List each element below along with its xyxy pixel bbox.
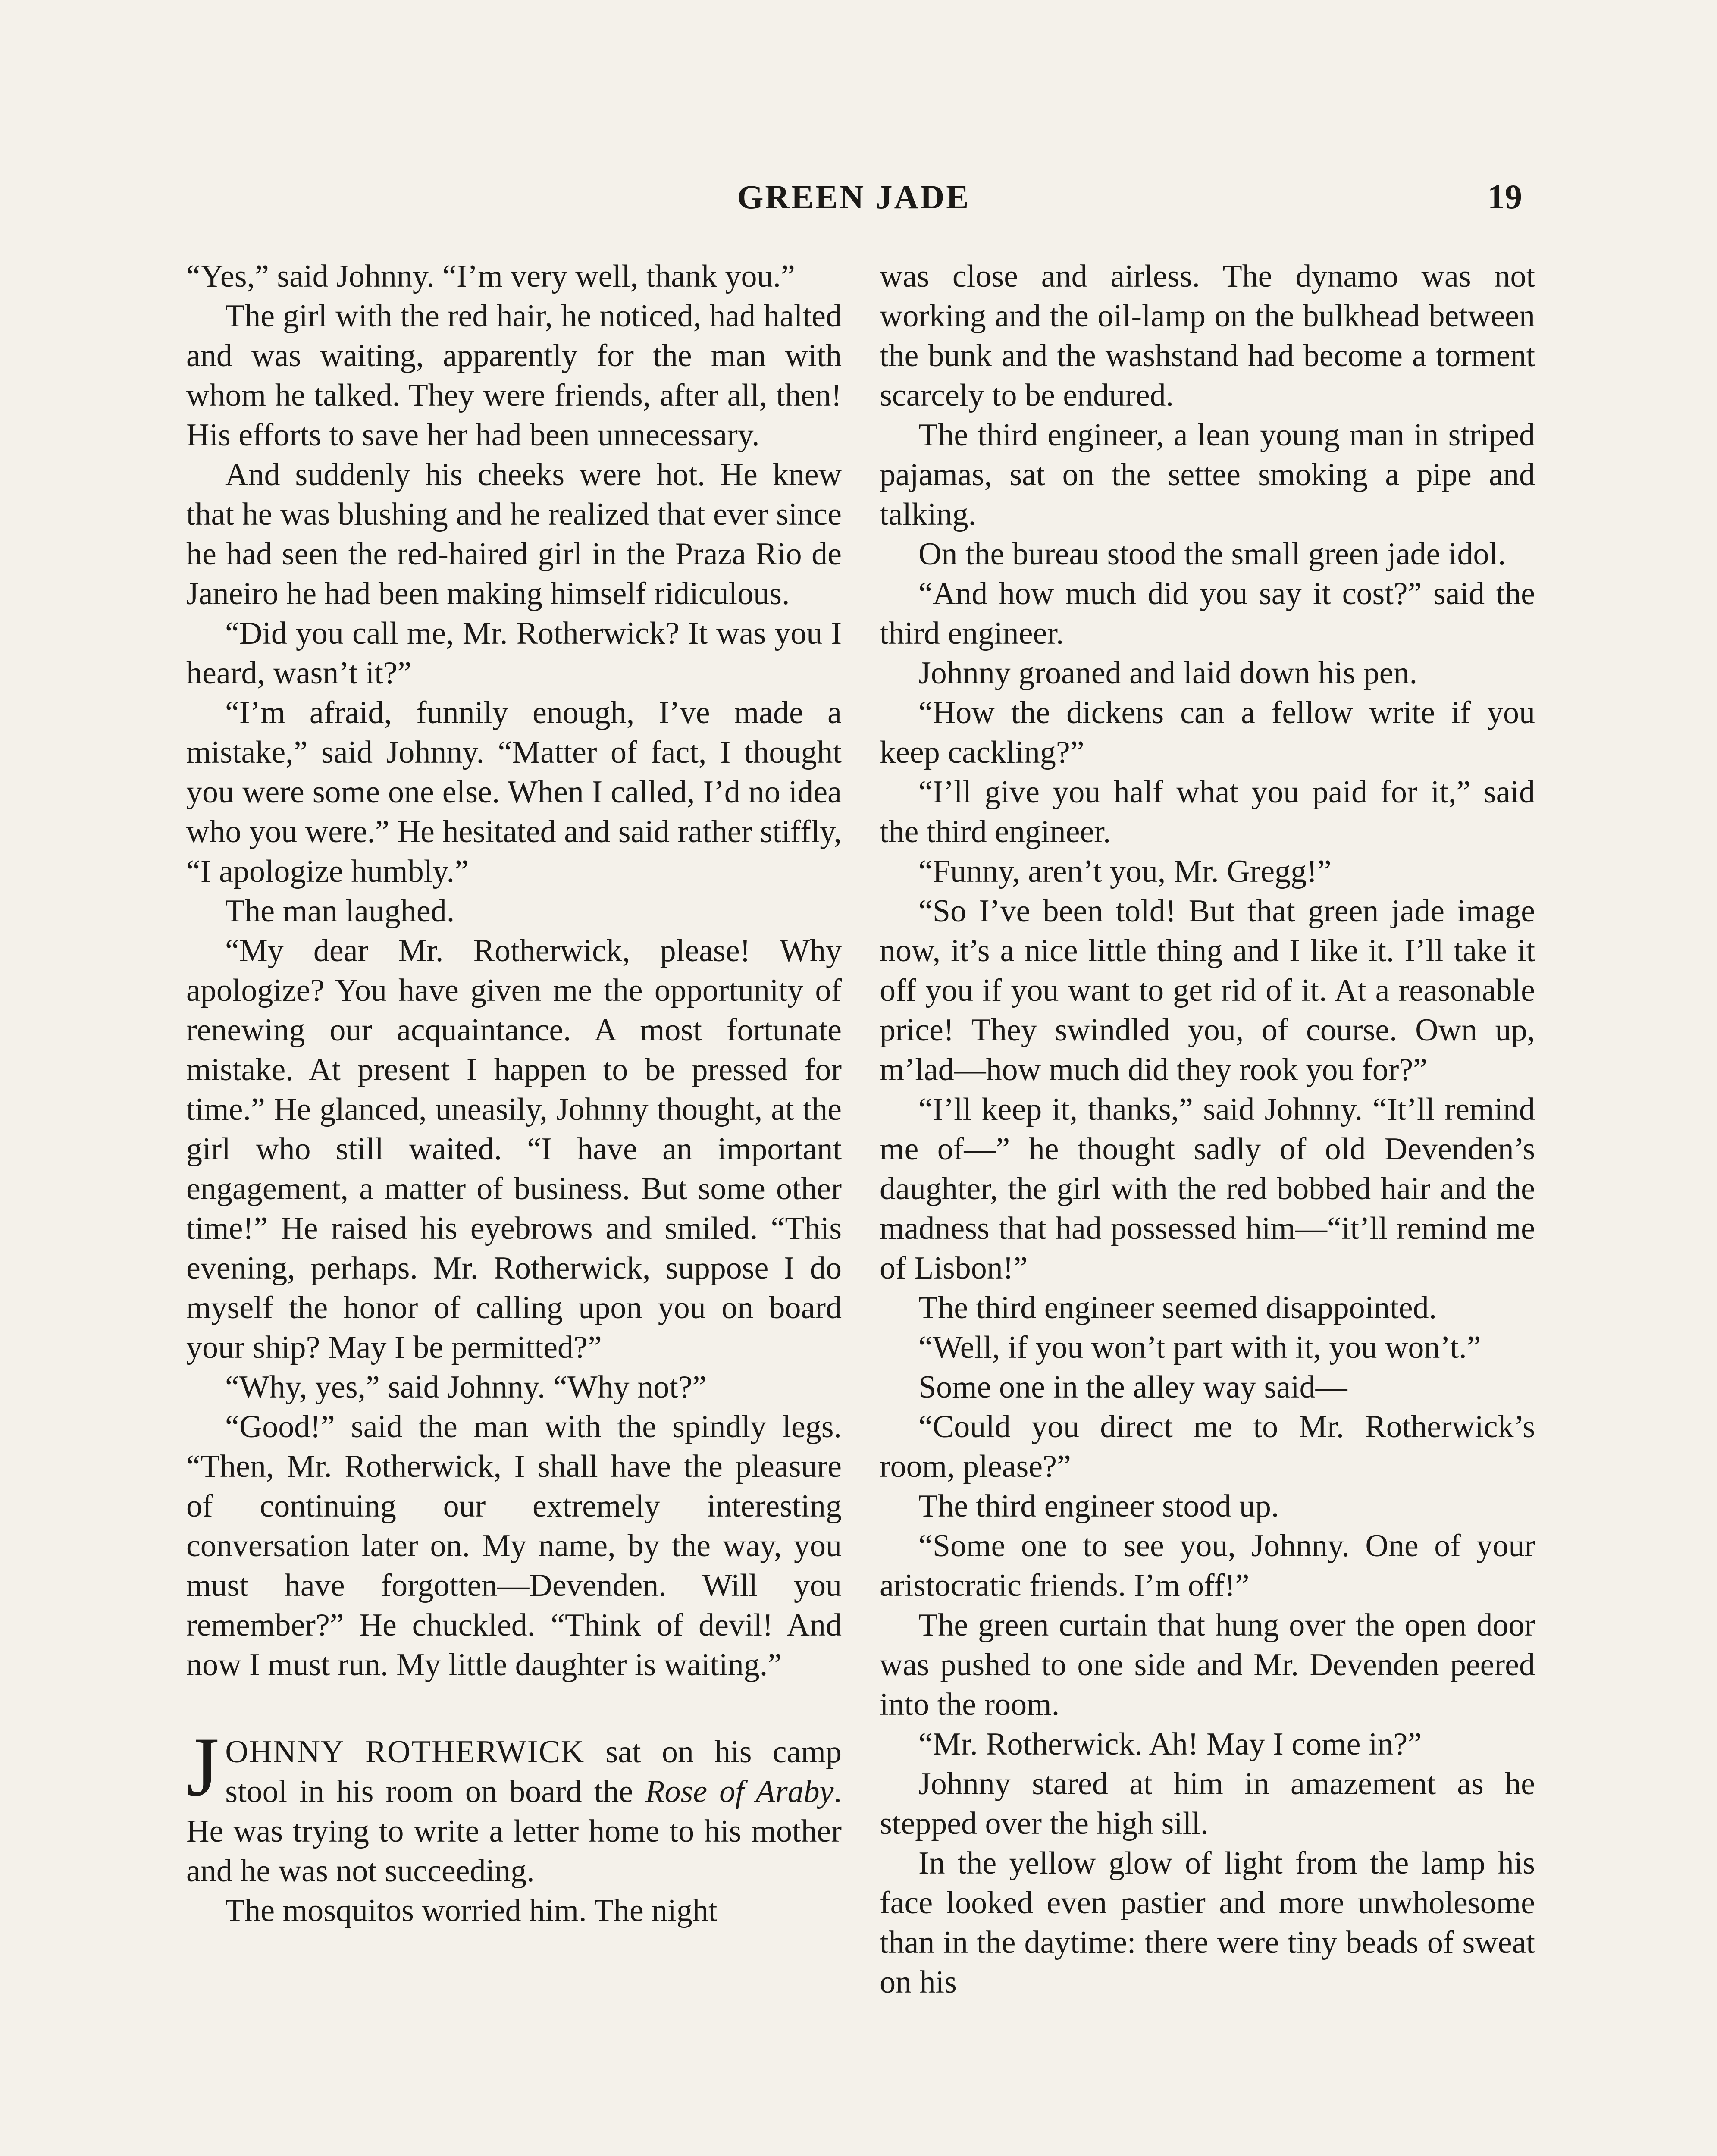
section-text: sat on his camp stool in his room on board the [225, 1734, 842, 1809]
paragraph: “And how much did you say it cost?” said the third engineer. [880, 576, 1535, 651]
running-title: GREEN JADE [737, 178, 971, 216]
paragraph: Johnny stared at him in amazement as he stepped over the high sill. [880, 1766, 1535, 1841]
paragraph: “Yes,” said Johnny. “I’m very well, thank you.” [186, 259, 795, 294]
paragraph: “I’m afraid, funnily enough, I’ve made a mistake,” said Johnny. “Matter of fact, I thought you were some one else. When I called, I’d no idea who you were.” He hesitated and said rather stiffly, “I apologize humbly.” [186, 695, 842, 889]
paragraph: “Some one to see you, Johnny. One of your aristocratic friends. I’m off!” [880, 1528, 1535, 1603]
paragraph: was close and airless. The dynamo was not working and the oil-lamp on the bulkhead between the bunk and the washstand had become a torment scarcely to be endured. [880, 259, 1535, 413]
paragraph: On the bureau stood the small green jade idol. [918, 536, 1506, 572]
section-text: . He was trying to write a letter home to his mother and he was not succeeding. [186, 1774, 842, 1889]
paragraph: The mosquitos worried him. The night [225, 1893, 718, 1928]
paragraph: “Mr. Rotherwick. Ah! May I come in?” [918, 1727, 1422, 1762]
ship-name: Rose of Araby [645, 1774, 834, 1809]
paragraph: “Why, yes,” said Johnny. “Why not?” [225, 1369, 707, 1405]
paragraph: The third engineer seemed disappointed. [918, 1290, 1437, 1326]
paragraph: “Well, if you won’t part with it, you won’t.” [918, 1330, 1481, 1365]
paragraph: “Funny, aren’t you, Mr. Gregg!” [918, 854, 1332, 889]
drop-cap: J [186, 1720, 219, 1814]
section-lead-in: OHNNY ROTHERWICK [225, 1734, 585, 1770]
paragraph: In the yellow glow of light from the lamp his face looked even pastier and more unwholesome than in the daytime: there were tiny beads of sweat on his [880, 1846, 1535, 2000]
paragraph: “Could you direct me to Mr. Rotherwick’s room, please?” [880, 1409, 1535, 1484]
paragraph: “How the dickens can a fellow write if you keep cackling?” [880, 695, 1535, 770]
paragraph: Johnny groaned and laid down his pen. [918, 655, 1418, 691]
paragraph: The green curtain that hung over the open door was pushed to one side and Mr. Devenden peered into the room. [880, 1608, 1535, 1722]
page-number: 19 [1488, 178, 1522, 216]
paragraph: The third engineer stood up. [918, 1489, 1279, 1524]
section-opening-paragraph [186, 1720, 842, 1891]
paragraph: “My dear Mr. Rotherwick, please! Why apologize? You have given me the opportunity of renewing our acquaintance. A most fortunate mistake. At present I happen to be pressed for time.” He glanced, uneasily, Johnny thought, at the girl who still waited. “I have an important engagement, a matter of business. But some other time!” He raised his eyebrows and smiled. “This evening, perhaps. Mr. Rotherwick, suppose I do myself the honor of calling upon you on board your ship? May I be permitted?” [186, 933, 842, 1365]
paragraph: “Good!” said the man with the spindly legs. “Then, Mr. Rotherwick, I shall have the pleasure of continuing our extremely interesting conversation later on. My name, by the way, you must have forgotten—Devenden. Will you remember?” He chuckled. “Think of devil! And now I must run. My little daughter is waiting.” [186, 1409, 842, 1683]
paragraph: “I’ll keep it, thanks,” said Johnny. “It’ll remind me of—” he thought sadly of old Devenden’s daughter, the girl with the red bobbed hair and the madness that had possessed him—“it’ll remind me of Lisbon!” [880, 1092, 1535, 1286]
paragraph: “I’ll give you half what you paid for it,” said the third engineer. [880, 774, 1535, 849]
right-column [880, 257, 1535, 2002]
paragraph: The man laughed. [225, 893, 455, 929]
paragraph: Some one in the alley way said— [918, 1369, 1347, 1405]
running-head [185, 172, 1522, 224]
paragraph: The third engineer, a lean young man in striped pajamas, sat on the settee smoking a pipe and talking. [880, 417, 1535, 532]
paragraph: And suddenly his cheeks were hot. He knew that he was blushing and he realized that ever since he had seen the red-haired girl in the Praza Rio de Janeiro he had been making himself ridiculous. [186, 457, 842, 611]
paragraph: “So I’ve been told! But that green jade image now, it’s a nice little thing and I like it. I’ll take it off you if you want to get rid of it. At a reasonable price! They swindled you, of course. Own up, m’lad—how much did they rook you for?” [880, 893, 1535, 1087]
left-column [186, 257, 842, 1930]
paragraph: The girl with the red hair, he noticed, had halted and was waiting, apparently for the man with whom he talked. They were friends, after all, then! His efforts to save her had been unnecessary. [186, 298, 842, 453]
paragraph: “Did you call me, Mr. Rotherwick? It was you I heard, wasn’t it?” [186, 616, 842, 691]
